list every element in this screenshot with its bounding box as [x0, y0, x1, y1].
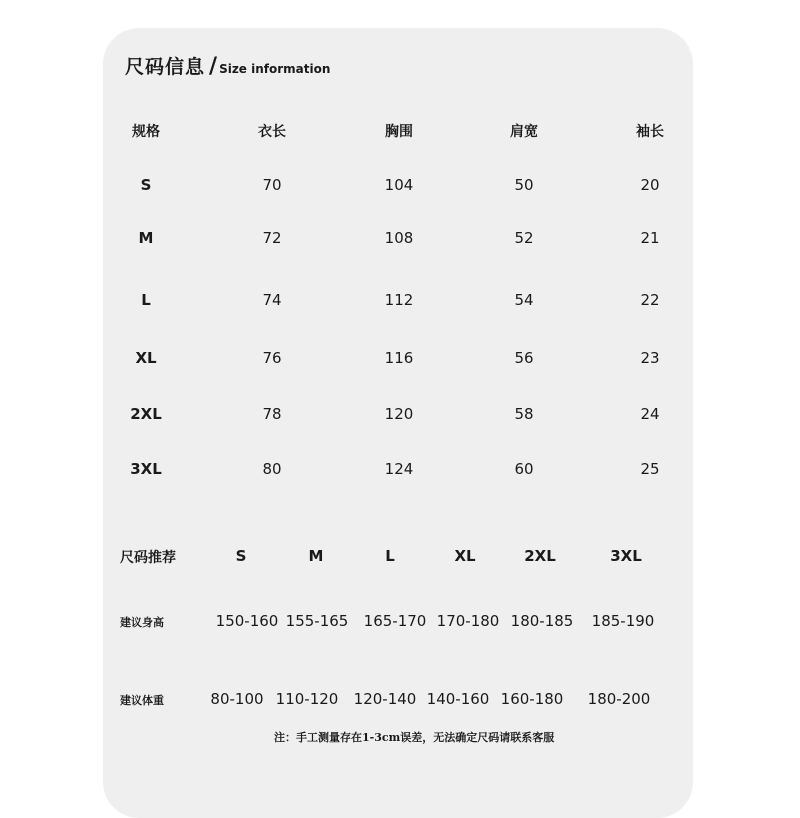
recommend-size: S	[235, 547, 247, 565]
column-header-length: 衣长	[258, 124, 286, 140]
table-cell-sleeve: 23	[640, 349, 660, 367]
title-en: Size information	[219, 62, 331, 76]
table-cell-sleeve: 24	[640, 405, 660, 423]
table-cell-shoulder: 50	[514, 176, 534, 194]
recommend-weight: 160-180	[500, 690, 564, 708]
recommend-size: 3XL	[610, 547, 642, 565]
recommend-weight: 120-140	[353, 690, 417, 708]
table-cell-shoulder: 58	[514, 405, 534, 423]
column-header-sleeve: 袖长	[636, 124, 664, 140]
table-cell-shoulder: 60	[514, 460, 534, 478]
table-cell-length: 76	[262, 349, 282, 367]
recommend-height: 170-180	[436, 612, 500, 630]
size-label: L	[141, 291, 151, 309]
table-cell-length: 72	[262, 229, 282, 247]
recommend-size: M	[308, 547, 324, 565]
table-cell-shoulder: 54	[514, 291, 534, 309]
weight-label: 建议体重	[120, 694, 164, 707]
height-label: 建议身高	[120, 616, 164, 629]
size-label: XL	[135, 349, 157, 367]
table-cell-length: 80	[262, 460, 282, 478]
size-label: 2XL	[130, 405, 162, 423]
recommend-height: 150-160	[215, 612, 279, 630]
table-cell-chest: 124	[384, 460, 414, 478]
column-header-chest: 胸围	[385, 124, 413, 140]
recommend-height: 185-190	[591, 612, 655, 630]
table-cell-sleeve: 25	[640, 460, 660, 478]
table-cell-length: 78	[262, 405, 282, 423]
column-header-spec: 规格	[132, 124, 160, 140]
recommend-size: L	[385, 547, 395, 565]
size-label: M	[138, 229, 154, 247]
table-cell-length: 74	[262, 291, 282, 309]
table-cell-sleeve: 21	[640, 229, 660, 247]
title-zh: 尺码信息	[125, 56, 206, 78]
recommend-label: 尺码推荐	[120, 550, 176, 566]
column-header-shoulder: 肩宽	[510, 124, 538, 140]
table-cell-chest: 108	[384, 229, 414, 247]
table-cell-sleeve: 20	[640, 176, 660, 194]
page-title	[125, 52, 330, 79]
recommend-weight: 140-160	[426, 690, 490, 708]
recommend-weight: 110-120	[275, 690, 339, 708]
table-cell-sleeve: 22	[640, 291, 660, 309]
recommend-size: 2XL	[524, 547, 556, 565]
recommend-weight: 180-200	[587, 690, 651, 708]
recommend-height: 180-185	[510, 612, 574, 630]
table-cell-shoulder: 56	[514, 349, 534, 367]
table-cell-chest: 104	[384, 176, 414, 194]
table-cell-shoulder: 52	[514, 229, 534, 247]
table-cell-length: 70	[262, 176, 282, 194]
measurement-note: 注：手工测量存在1-3cm误差，无法确定尺码请联系客服	[274, 731, 555, 744]
title-slash: /	[209, 54, 218, 79]
size-label: 3XL	[130, 460, 162, 478]
table-cell-chest: 116	[384, 349, 414, 367]
recommend-height: 155-165	[285, 612, 349, 630]
size-label: S	[140, 176, 152, 194]
recommend-height: 165-170	[363, 612, 427, 630]
table-cell-chest: 112	[384, 291, 414, 309]
table-cell-chest: 120	[384, 405, 414, 423]
recommend-size: XL	[454, 547, 476, 565]
recommend-weight: 80-100	[210, 690, 264, 708]
